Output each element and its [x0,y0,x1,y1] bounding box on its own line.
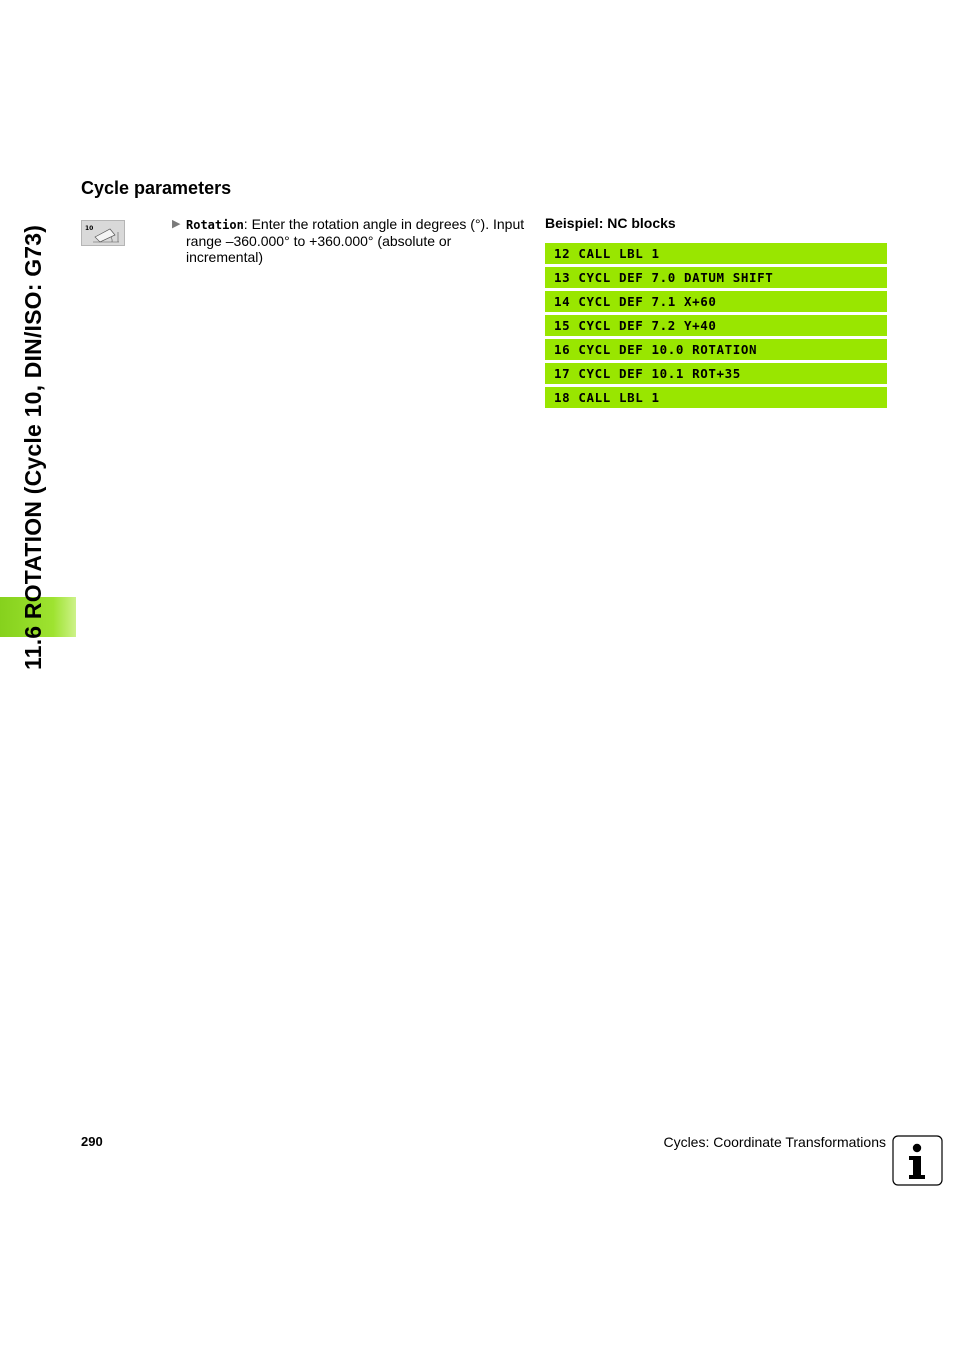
nc-line: 12 CALL LBL 1 [545,243,887,264]
nc-line: 18 CALL LBL 1 [545,387,887,408]
nc-line: 17 CYCL DEF 10.1 ROT+35 [545,363,887,384]
section-title: Cycle parameters [81,178,232,198]
nc-line: 15 CYCL DEF 7.2 Y+40 [545,315,887,336]
nc-program-block [545,243,887,411]
parameter-description: : Enter the rotation angle in degrees (°). Input range –360.000° to +360.000° (absolute or incremental) [186,216,525,265]
bullet-arrow-icon: ▶ [172,218,181,230]
footer-chapter-name: Cycles: Coordinate Transformations [663,1134,886,1150]
parameter-rotation [172,216,527,265]
page-number: 290 [81,1134,103,1149]
nc-line: 13 CYCL DEF 7.0 DATUM SHIFT [545,267,887,288]
chapter-heading: 11.6 ROTATION (Cycle 10, DIN/ISO: G73) [20,224,46,670]
parameter-keyword: Rotation [186,218,244,232]
rotation-softkey-icon [81,220,125,246]
example-title: Beispiel: NC blocks [545,215,676,231]
softkey-label: 10 [85,225,94,232]
nc-line: 14 CYCL DEF 7.1 X+60 [545,291,887,312]
rotation-softkey-graphic [82,221,124,245]
nc-line: 16 CYCL DEF 10.0 ROTATION [545,339,887,360]
info-icon [892,1135,943,1186]
